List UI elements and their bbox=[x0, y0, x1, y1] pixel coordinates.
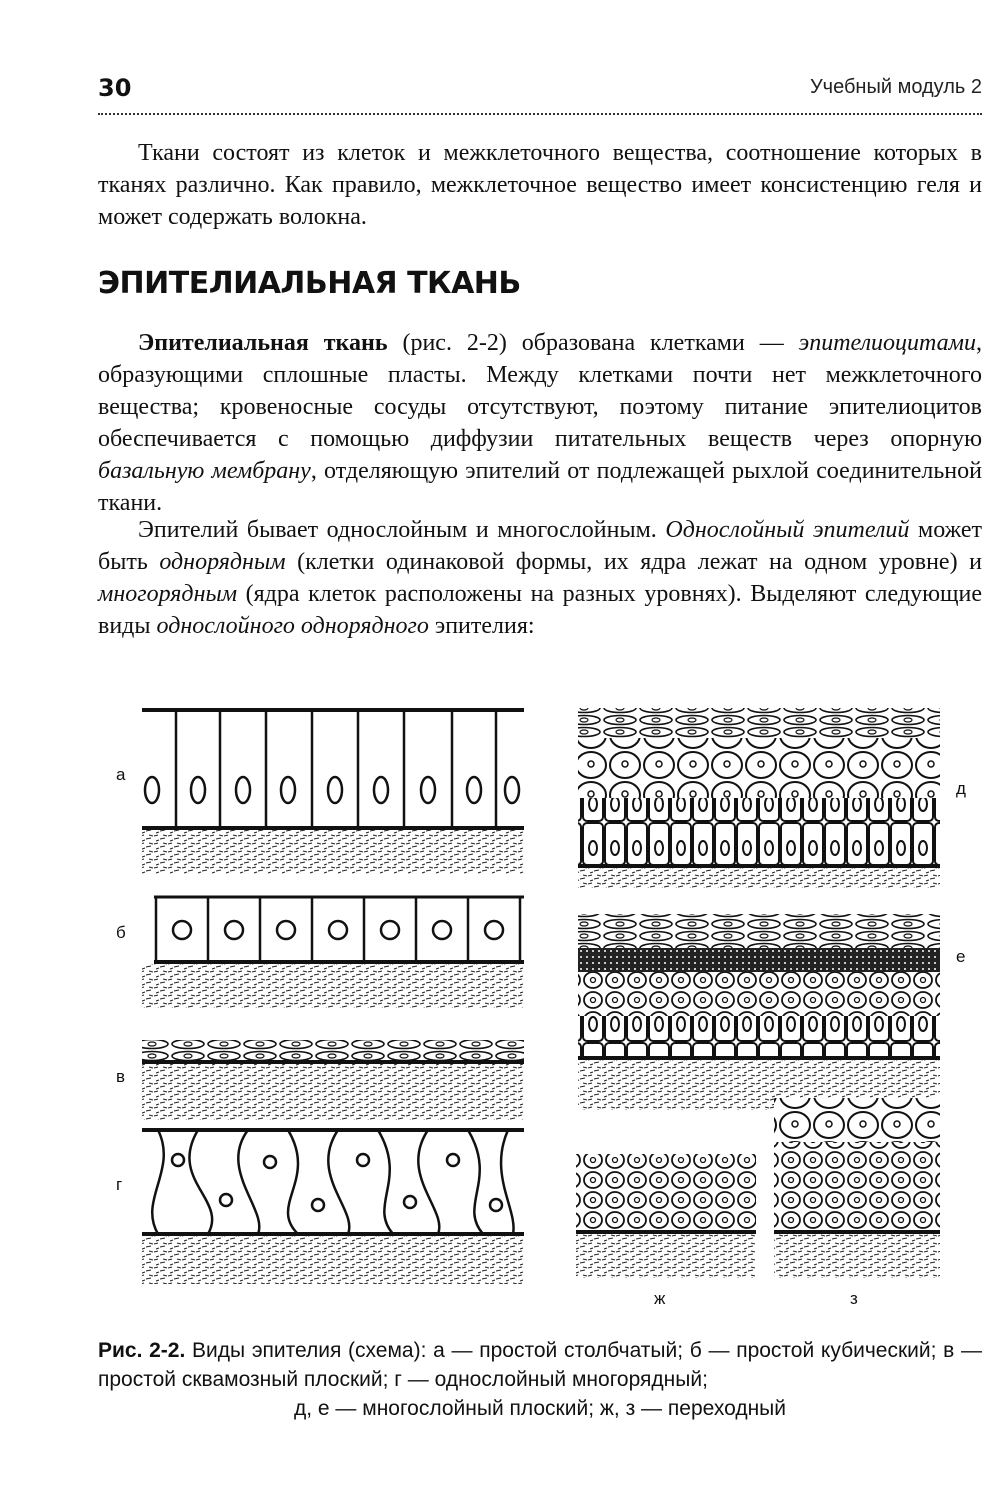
epithelium-figure bbox=[98, 690, 982, 1330]
panel-label-zh: ж bbox=[654, 1289, 666, 1308]
panel-a-simple-columnar bbox=[142, 710, 524, 874]
caption-label: Рис. 2-2. bbox=[98, 1339, 186, 1362]
section-title: ЭПИТЕЛИАЛЬНАЯ ТКАНЬ bbox=[98, 266, 521, 301]
epithelium-types-paragraph: Эпителий бывает однослойным и многослойным. Однослойный эпителий может быть однорядным (клетки одинаковой формы, их ядра лежат на одном уровне) и многорядным (ядра клеток расположены на разных уровнях). Выделяют следующие виды однослойного однорядного эпителия: bbox=[98, 517, 983, 639]
panel-label-b: б bbox=[116, 923, 126, 942]
panel-e-stratified-keratinized bbox=[578, 914, 940, 1110]
panel-d-stratified-squamous bbox=[578, 708, 940, 888]
caption-line-2: д, е — многослойный плоский; ж, з — переходный bbox=[294, 1397, 786, 1420]
panel-label-e: е bbox=[956, 947, 966, 966]
page-number: 30 bbox=[98, 74, 132, 102]
panel-label-d: д bbox=[956, 779, 966, 798]
figure-caption bbox=[98, 1336, 982, 1423]
term-epithelial-tissue: Эпителиальная ткань bbox=[138, 330, 388, 356]
page-header bbox=[98, 72, 982, 108]
panel-label-v: в bbox=[116, 1067, 126, 1086]
panel-g-pseudostratified bbox=[142, 1130, 524, 1284]
header-divider bbox=[98, 113, 982, 115]
epithelium-definition-paragraph: Эпителиальная ткань (рис. 2-2) образована клетками — эпителиоцитами, образующими сплошные пласты. Между клетками почти нет межклеточного вещества; кровеносные сосуды отсутствуют, поэтому питание эпителиоцитов обеспечивается с помощью диффузии питательных веществ через опорную базальную мембрану, отделяющую эпителий от подлежащей рыхлой соединительной ткани. bbox=[98, 330, 982, 516]
panel-label-g: г bbox=[116, 1175, 123, 1194]
panel-b-simple-cuboidal bbox=[142, 897, 524, 1008]
panel-z-transitional bbox=[774, 1098, 940, 1278]
caption-line-1: Виды эпителия (схема): а — простой столбчатый; б — простой кубический; в — простой сквамозный плоский; г — однослойный многорядный; bbox=[98, 1339, 982, 1391]
running-head: Учебный модуль 2 bbox=[809, 76, 982, 98]
intro-paragraph: Ткани состоят из клеток и межклеточного вещества, соотношение которых в тканях различно. Как правило, межклеточное вещество имеет консистенцию геля и может содержать волокна. bbox=[98, 140, 982, 230]
panel-label-a: а bbox=[116, 765, 126, 784]
panel-zh-transitional bbox=[576, 1154, 756, 1278]
panel-label-z: з bbox=[850, 1289, 858, 1308]
panel-v-simple-squamous bbox=[142, 1040, 524, 1120]
